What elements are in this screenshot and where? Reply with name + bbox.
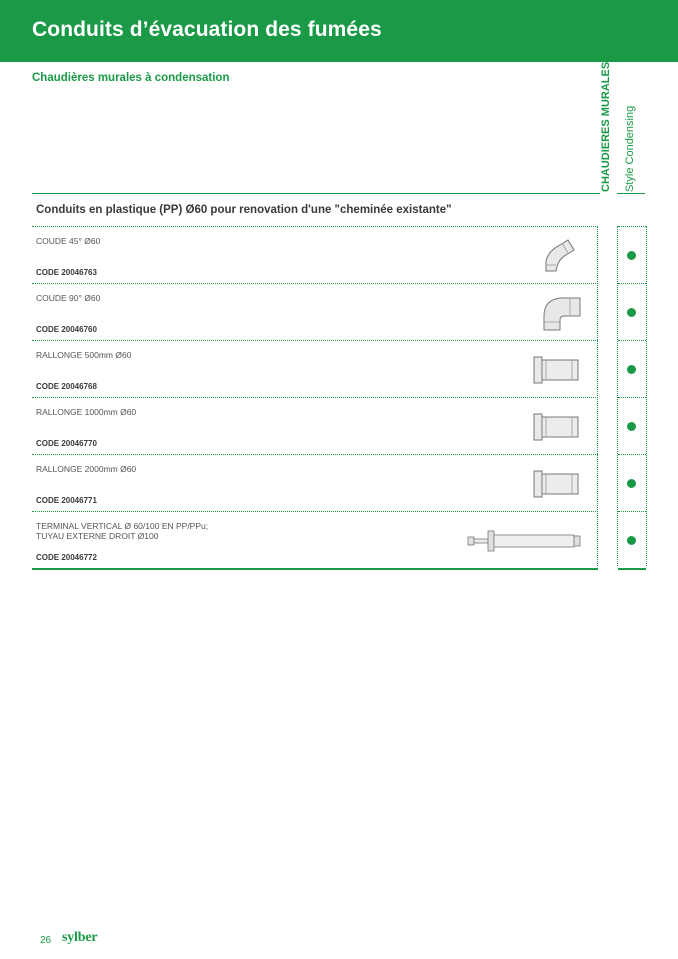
page-header — [0, 0, 678, 62]
product-name: COUDE 45° Ø60 — [36, 236, 101, 246]
table-row — [32, 512, 598, 570]
product-code: CODE 20046770 — [36, 439, 97, 448]
table-row — [32, 226, 598, 284]
product-code: CODE 20046772 — [36, 553, 97, 562]
availability-cell — [618, 226, 646, 284]
page-title: Conduits d’évacuation des fumées — [32, 18, 382, 41]
product-name: RALLONGE 500mm Ø60 — [36, 350, 132, 360]
page-subtitle: Chaudières murales à condensation — [32, 72, 230, 84]
table-column-divider — [597, 226, 599, 566]
pipe-extension-icon — [532, 355, 582, 385]
availability-dot-icon — [627, 365, 636, 374]
section-divider-right — [617, 193, 645, 194]
table-row — [32, 284, 598, 341]
availability-dot-icon — [627, 308, 636, 317]
product-name: RALLONGE 2000mm Ø60 — [36, 464, 137, 474]
availability-cell — [618, 341, 646, 398]
table-row — [32, 341, 598, 398]
availability-cell — [618, 284, 646, 341]
product-table — [32, 226, 598, 570]
product-name: RALLONGE 1000mm Ø60 — [36, 407, 137, 417]
pipe-extension-icon — [532, 469, 582, 499]
product-code: CODE 20046763 — [36, 268, 97, 277]
product-name: TERMINAL VERTICAL Ø 60/100 EN PP/PPu; TUYAU EXTERNE DROIT Ø100 — [36, 521, 209, 541]
vertical-terminal-icon — [466, 528, 582, 554]
availability-dot-icon — [627, 536, 636, 545]
product-code: CODE 20046768 — [36, 382, 97, 391]
side-label-line2: Style Condensing — [624, 105, 636, 192]
product-code: CODE 20046760 — [36, 325, 97, 334]
section-title: Conduits en plastique (PP) Ø60 pour renovation d'une "cheminée existante" — [36, 204, 452, 216]
availability-dot-icon — [627, 251, 636, 260]
table-row — [32, 398, 598, 455]
product-name: COUDE 90° Ø60 — [36, 293, 101, 303]
table-row — [32, 455, 598, 512]
side-label-line1: CHAUDIERES MURALES — [600, 61, 612, 192]
page-number: 26 — [40, 935, 52, 946]
availability-dot-icon — [627, 422, 636, 431]
availability-dot-icon — [627, 479, 636, 488]
availability-cell — [618, 455, 646, 512]
availability-cell — [618, 512, 646, 570]
section-divider — [32, 193, 600, 194]
availability-column — [617, 226, 647, 566]
elbow-90-icon — [540, 290, 584, 334]
availability-cell — [618, 398, 646, 455]
brand-logo: sylber — [62, 930, 98, 945]
pipe-extension-icon — [532, 412, 582, 442]
elbow-45-icon — [540, 235, 580, 275]
side-category-label — [600, 61, 644, 194]
product-code: CODE 20046771 — [36, 496, 97, 505]
